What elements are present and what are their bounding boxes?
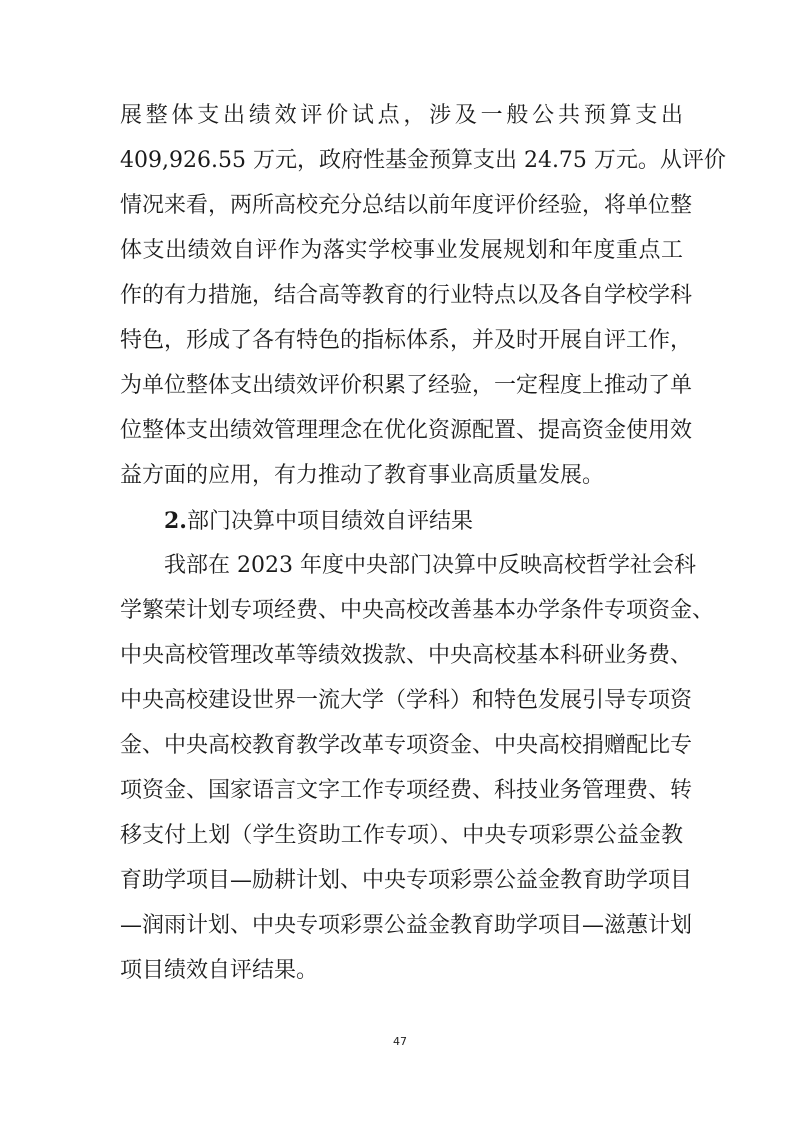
section-title: 部门决算中项目绩效自评结果	[186, 509, 473, 534]
paragraph-line: 位整体支出绩效管理理念在优化资源配置、提高资金使用效	[120, 418, 693, 443]
paragraph-line: 我部在 2023 年度中央部门决算中反映高校哲学社会科	[164, 553, 696, 578]
paragraph-line: 益方面的应用，有力推动了教育事业高质量发展。	[120, 463, 605, 488]
paragraph-line: 项目绩效自评结果。	[120, 958, 319, 983]
paragraph-line: 学繁荣计划专项经费、中央高校改善基本办学条件专项资金、	[120, 598, 715, 623]
paragraph-line: 金、中央高校教育教学改革专项资金、中央高校捐赠配比专	[120, 733, 693, 758]
paragraph-line: 409,926.55 万元，政府性基金预算支出 24.75 万元。从评价	[120, 148, 726, 173]
paragraph-line: 特色，形成了各有特色的指标体系，并及时开展自评工作，	[120, 328, 693, 353]
paragraph-line: 体支出绩效自评作为落实学校事业发展规划和年度重点工	[120, 238, 683, 263]
page-number: 47	[393, 1035, 407, 1048]
paragraph-line: 展整体支出绩效评价试点，涉及一般公共预算支出	[120, 103, 683, 128]
paragraph-line: 情况来看，两所高校充分总结以前年度评价经验，将单位整	[120, 193, 693, 218]
paragraph-line: —润雨计划、中央专项彩票公益金教育助学项目—滋蕙计划	[120, 913, 693, 938]
section-number: 2.	[164, 508, 187, 534]
paragraph-line: 项资金、国家语言文字工作专项经费、科技业务管理费、转	[120, 778, 693, 803]
paragraph-line: 中央高校管理改革等绩效拨款、中央高校基本科研业务费、	[120, 643, 693, 668]
section-heading	[164, 503, 683, 539]
paragraph-line: 移支付上划（学生资助工作专项）、中央专项彩票公益金教	[120, 823, 683, 848]
paragraph-line: 为单位整体支出绩效评价积累了经验，一定程度上推动了单	[120, 373, 693, 398]
paragraph-line: 作的有力措施，结合高等教育的行业特点以及各自学校学科	[120, 283, 693, 308]
paragraph-line: 育助学项目—励耕计划、中央专项彩票公益金教育助学项目	[120, 868, 693, 893]
paragraph-line: 中央高校建设世界一流大学（学科）和特色发展引导专项资	[120, 688, 693, 713]
